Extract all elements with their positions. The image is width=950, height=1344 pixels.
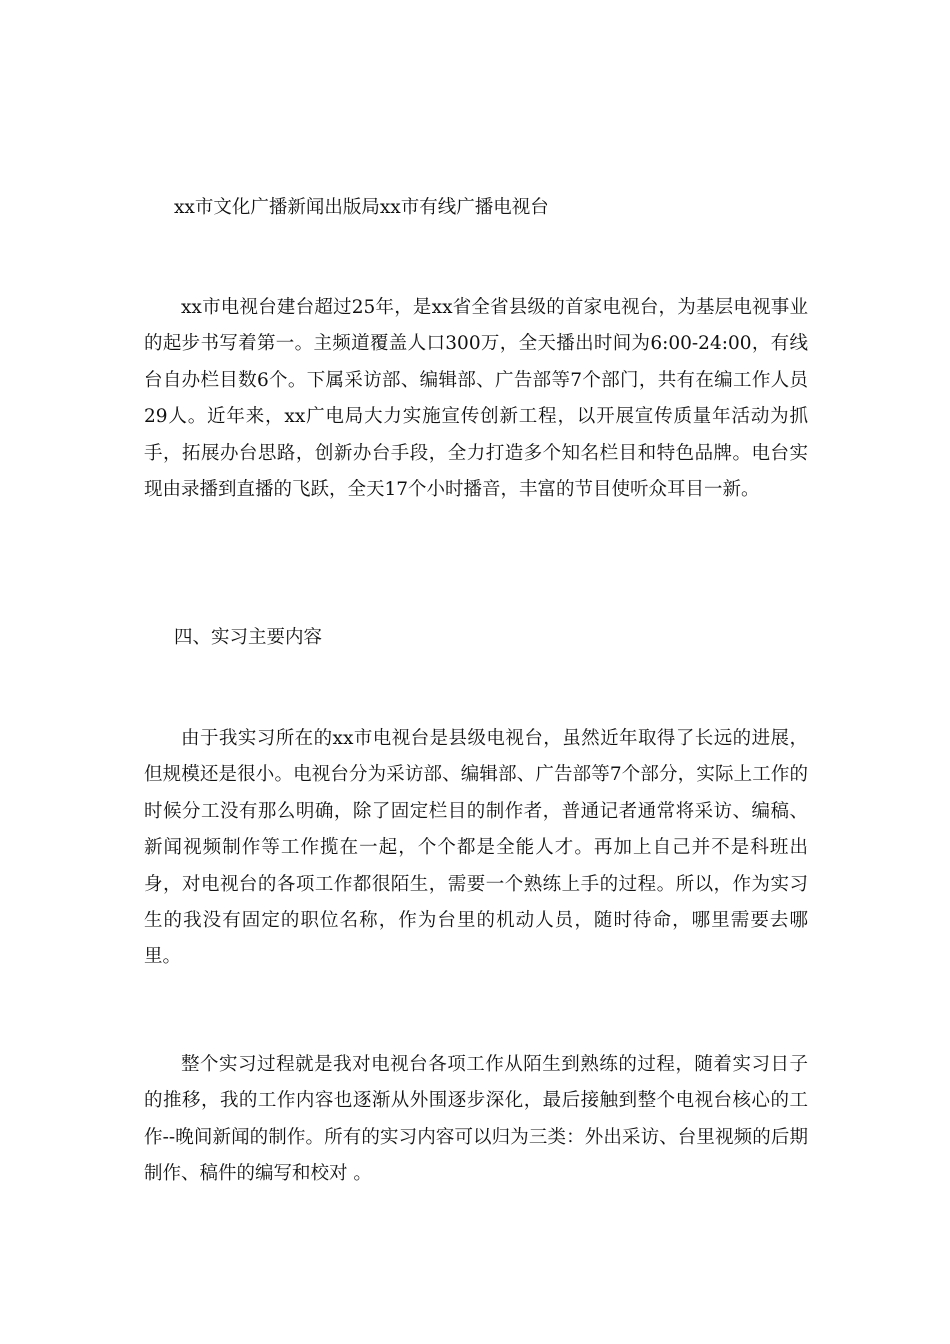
header-line: xx市文化广播新闻出版局xx市有线广播电视台 <box>174 197 549 218</box>
body-paragraph-2: 由于我实习所在的xx市电视台是县级电视台，虽然近年取得了长远的进展，但规模还是很小。电视台分为采访部、编辑部、广告部等7个部分，实际上工作的时候分工没有那么明确，除了固定栏目的制作者，普通记者通常将采访、编稿、新闻视频制作等工作揽在一起，个个都是全能人才。再加上自己并不是科班出身，对电视台的各项工作都很陌生，需要一个熟练上手的过程。所以，作为实习生的我没有固定的职位名称，作为台里的机动人员，随时待命，哪里需要去哪里。 <box>144 728 808 968</box>
section-heading: 四、实习主要内容 <box>174 627 323 648</box>
body-paragraph-3: 整个实习过程就是我对电视台各项工作从陌生到熟练的过程，随着实习日子的推移，我的工作内容也逐渐从外围逐步深化，最后接触到整个电视台核心的工作--晚间新闻的制作。所有的实习内容可以归为三类：外出采访、台里视频的后期制作、稿件的编写和校对 。 <box>144 1054 808 1185</box>
intro-paragraph: xx市电视台建台超过25年，是xx省全省县级的首家电视台，为基层电视事业的起步书写着第一。主频道覆盖人口300万，全天播出时间为6:00-24:00，有线台自办栏目数6个。下属采访部、编辑部、广告部等7个部门，共有在编工作人员29人。近年来，xx广电局大力实施宣传创新工程，以开展宣传质量年活动为抓手，拓展办台思路，创新办台手段，全力打造多个知名栏目和特色品牌。电台实现由录播到直播的飞跃，全天17个小时播音，丰富的节目使听众耳目一新。 <box>144 297 808 501</box>
